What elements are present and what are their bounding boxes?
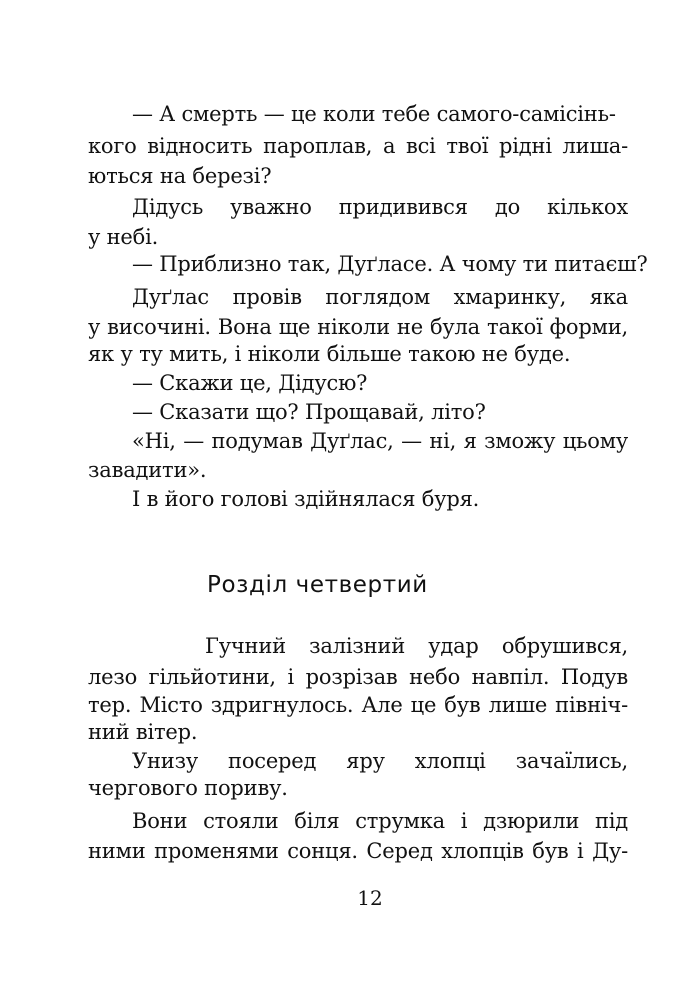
text-line: Дуґлас провів поглядом хмаринку, яка xyxy=(132,285,628,309)
page-number: 12 xyxy=(357,886,383,910)
text-line: — Сказати що? Прощавай, літо? xyxy=(132,400,486,424)
text-line: тер. Місто здригнулось. Але це був лише північ- xyxy=(88,693,628,717)
text-line: — А смерть — це коли тебе самого-самісінь- xyxy=(132,102,616,126)
text-line: Гучний залізний удар обрушився, xyxy=(205,634,628,658)
text-line: Унизу посеред яру хлопці зачаїлись, xyxy=(132,749,628,773)
text-line: Дідусь уважно придивився до кількох xyxy=(132,195,628,219)
text-line: «Ні, — подумав Дуґлас, — ні, я зможу цьому xyxy=(132,429,628,453)
text-line: ний вітер. xyxy=(88,720,198,744)
text-line: Вони стояли біля струмка і дзюрили під xyxy=(132,809,628,833)
text-line: ються на березі? xyxy=(88,164,272,188)
text-line: чергового пориву. xyxy=(88,776,288,800)
text-line: як у ту мить, і ніколи більше такою не буде. xyxy=(88,342,571,366)
text-line: у височині. Вона ще ніколи не була такої форми, xyxy=(88,315,628,339)
text-line: кого відносить пароплав, а всі твої рідні лиша- xyxy=(88,134,628,158)
text-line: ними променями сонця. Серед хлопців був і Ду- xyxy=(88,839,628,863)
text-line: завадити». xyxy=(88,458,207,482)
text-line: І в його голові здійнялася буря. xyxy=(132,487,480,511)
text-line: лезо гільйотини, і розрізав небо навпіл. Подув xyxy=(88,665,628,689)
text-line: — Приблизно так, Дуґласе. А чому ти питаєш? xyxy=(132,252,648,276)
text-line: — Скажи це, Дідусю? xyxy=(132,371,368,395)
text-line: у небі. xyxy=(88,225,159,249)
chapter-heading: Розділ четвертий xyxy=(207,572,428,598)
